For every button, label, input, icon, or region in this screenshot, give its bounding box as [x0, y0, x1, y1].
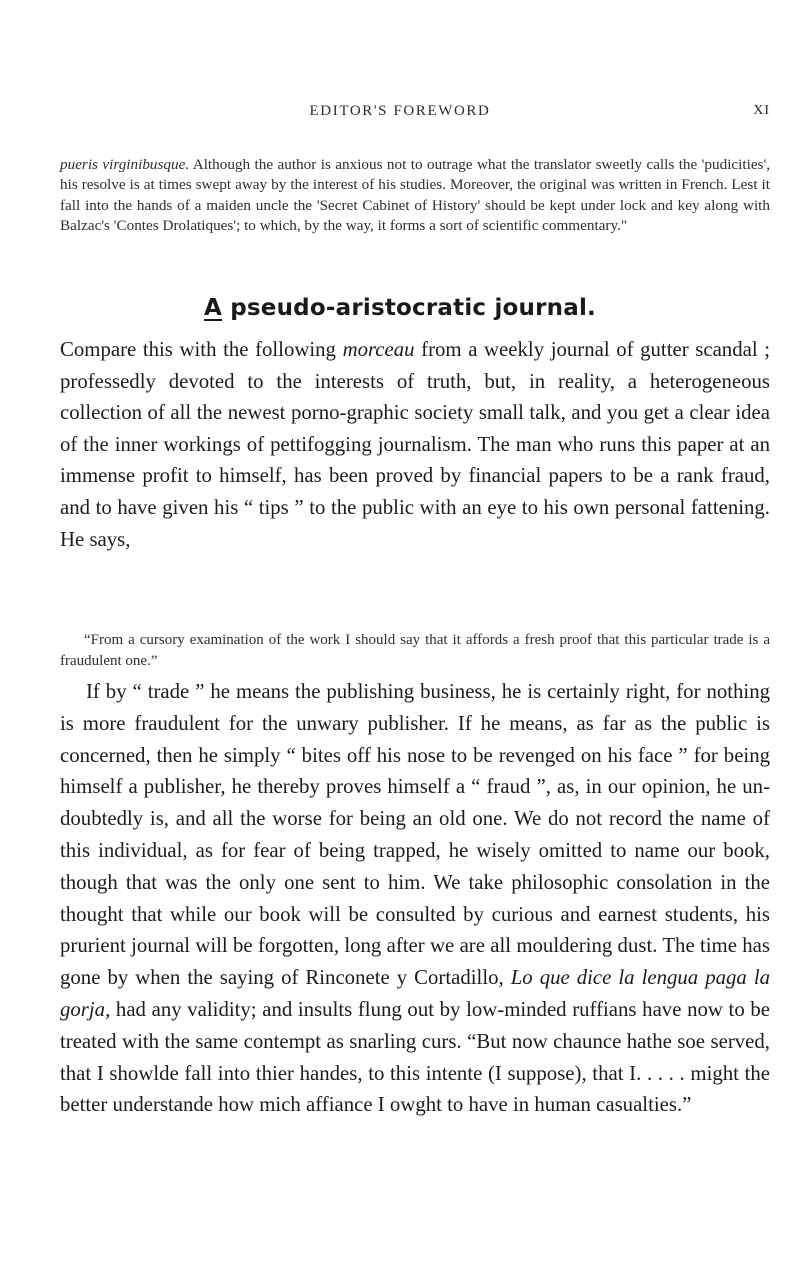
running-head: [0, 103, 800, 127]
paragraph-trade: [60, 676, 770, 1121]
quote-text: “From a cursory examination of the work I should say that it affords a fresh proof that this particular trade is a fraudulent one.”: [60, 632, 770, 669]
section-heading: [0, 295, 800, 321]
para2-part2: had any validity; and insults flung out by low-minded ruffians have now to be treated with the same contempt as snarling curs. “But now chaunce hathe soe served, that I showlde fall into thier handes, to this intente (I suppose), that I. . . . . might the better understande how mich affiance I owght to have in human casualties.”: [60, 997, 770, 1117]
para1-before-italic: Compare this with the following: [60, 338, 343, 361]
heading-article: A: [204, 295, 223, 321]
para2-italic: Lo que dice la lengua paga la gorja,: [60, 966, 771, 1021]
heading-rest: pseudo-aristocratic journal.: [222, 295, 596, 321]
page-number: XI: [753, 103, 770, 118]
para2-part1: If by “ trade ” he means the publishing business, he is certainly right, for nothing is more fraudulent for the unwary publisher. If he means, as far as the public is concerned, then he simply “ bites off his nose to be revenged on his face ” for being himself a publisher, he thereby proves himself a “ fraud ”, as, in our opinion, he un-doubtedly is, and all the worse for being an old one. We do not record the name of this individual, as for fear of being trapped, he wisely omitted to name our book, though that was the only one sent to him. We take philosophic consolation in the thought that while our book will be consulted by curious and earnest students, his prurient journal will be forgotten, long after we are all mouldering dust. The time has gone by when the saying of Rinconete y Cortadillo,: [60, 680, 770, 990]
para1-after-italic: from a weekly journal of gutter scandal ; professedly devoted to the interests of truth, but, in reality, a heterogeneous collection of all the newest porno-graphic society small talk, and you get a clear idea of the inner workings of pettifogging journalism. The man who runs this paper at an immense profit to himself, has been proved by financial papers to be a rank fraud, and to have given his “ tips ” to the public with an eye to his own personal fattening. He says,: [60, 338, 770, 551]
para1-italic: morceau: [342, 338, 415, 361]
paragraph-compare: [60, 334, 770, 555]
intro-lead-italic: pueris virginibusque.: [60, 156, 190, 173]
block-quote: [60, 630, 770, 672]
running-title: EDITOR'S FOREWORD: [309, 103, 491, 119]
intro-text: Although the author is anxious not to outrage what the translator sweetly calls the 'pudicities', his resolve is at times swept away by the interest of his studies. Moreover, the original was written in French. Lest it fall into the hands of a maiden uncle the 'Secret Cabinet of History' should be kept under lock and key along with Balzac's 'Contes Drolatiques'; to which, by the way, it forms a sort of scientific commentary.": [60, 156, 770, 235]
intro-paragraph: [60, 155, 770, 237]
